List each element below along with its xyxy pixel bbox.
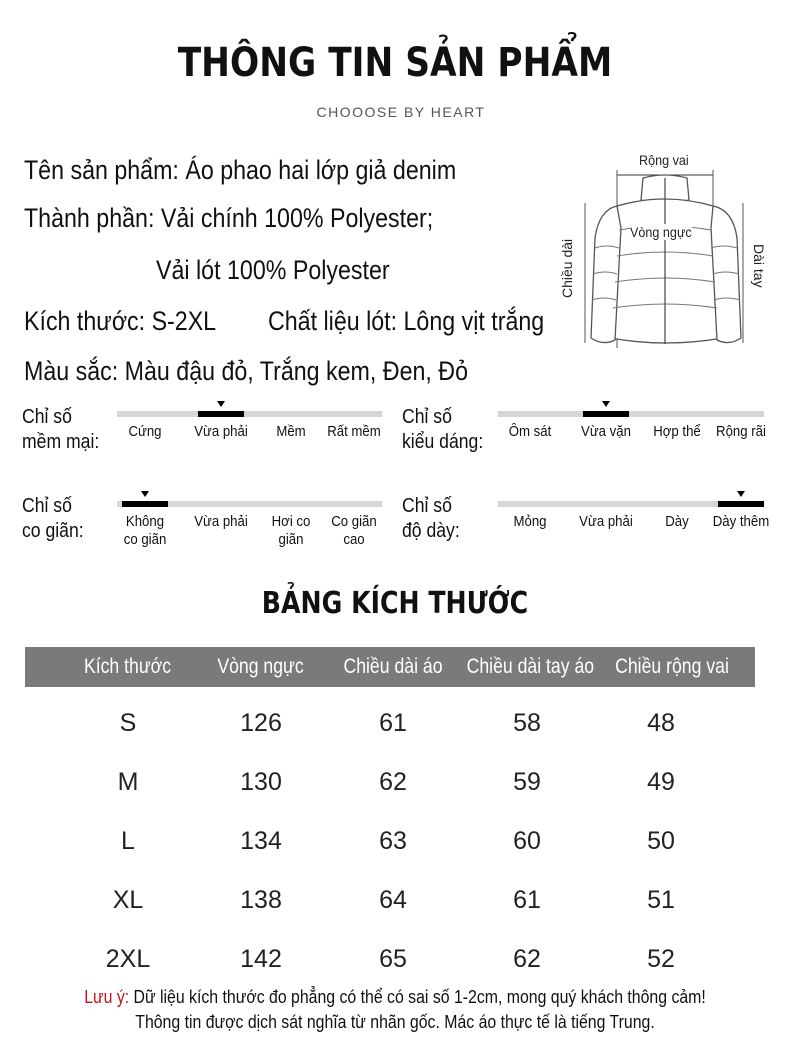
cell-size: XL	[112, 886, 144, 914]
index-label-line2: mềm mại:	[22, 431, 100, 453]
page-title: THÔNG TIN SẢN PHẨM	[177, 40, 613, 86]
index-option-label: Hợp thể	[653, 423, 701, 440]
index-scale-track	[498, 411, 764, 417]
product-material: Thành phần: Vải chính 100% Polyester;	[24, 203, 434, 233]
index-marker-icon	[602, 401, 610, 407]
index-scale-selected	[198, 411, 244, 417]
cell-body-length: 65	[379, 945, 407, 973]
page-subtitle: CHOOOSE BY HEART	[316, 104, 486, 120]
shoulder-width-label: Rộng vai	[639, 152, 689, 168]
product-lining-fill: Chất liệu lót: Lông vịt trắng	[268, 306, 545, 336]
index-marker-icon	[217, 401, 225, 407]
index-scale-selected	[122, 501, 168, 507]
index-label-line1: Chỉ số	[402, 495, 452, 517]
size-table-title: BẢNG KÍCH THƯỚC	[261, 586, 529, 621]
index-option-label: Mỏng	[513, 513, 547, 530]
cell-chest: 142	[240, 945, 282, 973]
index-label-line2: kiểu dáng:	[402, 431, 484, 453]
cell-sleeve-length: 62	[513, 945, 541, 973]
cell-sleeve-length: 60	[513, 827, 541, 855]
cell-chest: 138	[240, 886, 282, 914]
note-text-1: Dữ liệu kích thước đo phẳng có thể có sai số 1-2cm, mong quý khách thông cảm!	[129, 987, 706, 1007]
index-option-label: Mềm	[276, 423, 306, 440]
cell-body-length: 61	[379, 709, 407, 737]
product-colors: Màu sắc: Màu đậu đỏ, Trắng kem, Đen, Đỏ	[24, 356, 468, 386]
index-option-label: Vừa phải	[194, 423, 248, 440]
index-option-label: Co giãn cao	[331, 513, 377, 548]
cell-shoulder-width: 48	[647, 709, 675, 737]
body-length-label: Chiều dài	[559, 238, 575, 298]
index-label-line1: Chỉ số	[402, 406, 452, 428]
sleeve-length-label: Dài tay	[751, 244, 767, 288]
index-scale-selected	[718, 501, 764, 507]
product-name: Tên sản phẩm: Áo phao hai lớp giả denim	[24, 155, 457, 185]
index-option-label: Vừa phải	[579, 513, 633, 530]
cell-body-length: 62	[379, 768, 407, 796]
cell-chest: 126	[240, 709, 282, 737]
index-scale-selected	[583, 411, 629, 417]
chest-label: Vòng ngực	[630, 224, 692, 240]
index-option-label: Vừa phải	[194, 513, 248, 530]
index-option-label: Không co giãn	[123, 513, 167, 548]
header-sleeve-length: Chiều dài tay áo	[466, 655, 595, 678]
note-prefix: Lưu ý:	[84, 987, 130, 1007]
index-scale-track	[117, 411, 382, 417]
header-body-length: Chiều dài áo	[343, 655, 443, 678]
cell-size: S	[119, 709, 137, 737]
index-option-label: Rộng rãi	[716, 423, 766, 440]
cell-chest: 130	[240, 768, 282, 796]
cell-sleeve-length: 59	[513, 768, 541, 796]
cell-body-length: 63	[379, 827, 407, 855]
cell-chest: 134	[240, 827, 282, 855]
index-marker-icon	[737, 491, 745, 497]
cell-size: 2XL	[105, 945, 151, 973]
index-label-line1: Chỉ số	[22, 406, 72, 428]
cell-size: M	[117, 768, 139, 796]
cell-sleeve-length: 58	[513, 709, 541, 737]
header-shoulder-width: Chiều rộng vai	[615, 655, 729, 678]
cell-shoulder-width: 51	[647, 886, 675, 914]
cell-shoulder-width: 52	[647, 945, 675, 973]
index-option-label: Rất mềm	[327, 423, 381, 440]
index-option-label: Dày	[665, 513, 689, 530]
index-label-line1: Chỉ số	[22, 495, 72, 517]
index-label-line2: co giãn:	[22, 520, 84, 542]
cell-shoulder-width: 49	[647, 768, 675, 796]
cell-sleeve-length: 61	[513, 886, 541, 914]
index-label-line2: độ dày:	[402, 520, 460, 542]
cell-body-length: 64	[379, 886, 407, 914]
product-size-range: Kích thước: S-2XL	[24, 306, 217, 336]
note-line-2: Thông tin được dịch sát nghĩa từ nhãn gốc. Mác áo thực tế là tiếng Trung.	[135, 1012, 655, 1032]
header-size: Kích thước	[83, 655, 172, 678]
cell-size: L	[121, 827, 135, 855]
product-lining-material: Vải lót 100% Polyester	[156, 255, 390, 285]
note-line-1	[47, 987, 742, 1008]
index-marker-icon	[141, 491, 149, 497]
index-option-label: Cứng	[128, 423, 162, 440]
size-table-header	[25, 647, 755, 687]
cell-shoulder-width: 50	[647, 827, 675, 855]
index-option-label: Vừa vặn	[581, 423, 631, 440]
index-option-label: Ôm sát	[508, 423, 552, 440]
index-option-label: Dày thêm	[712, 513, 770, 530]
jacket-diagram	[555, 148, 787, 358]
header-chest: Vòng ngực	[217, 655, 304, 678]
index-option-label: Hơi co giãn	[271, 513, 311, 548]
